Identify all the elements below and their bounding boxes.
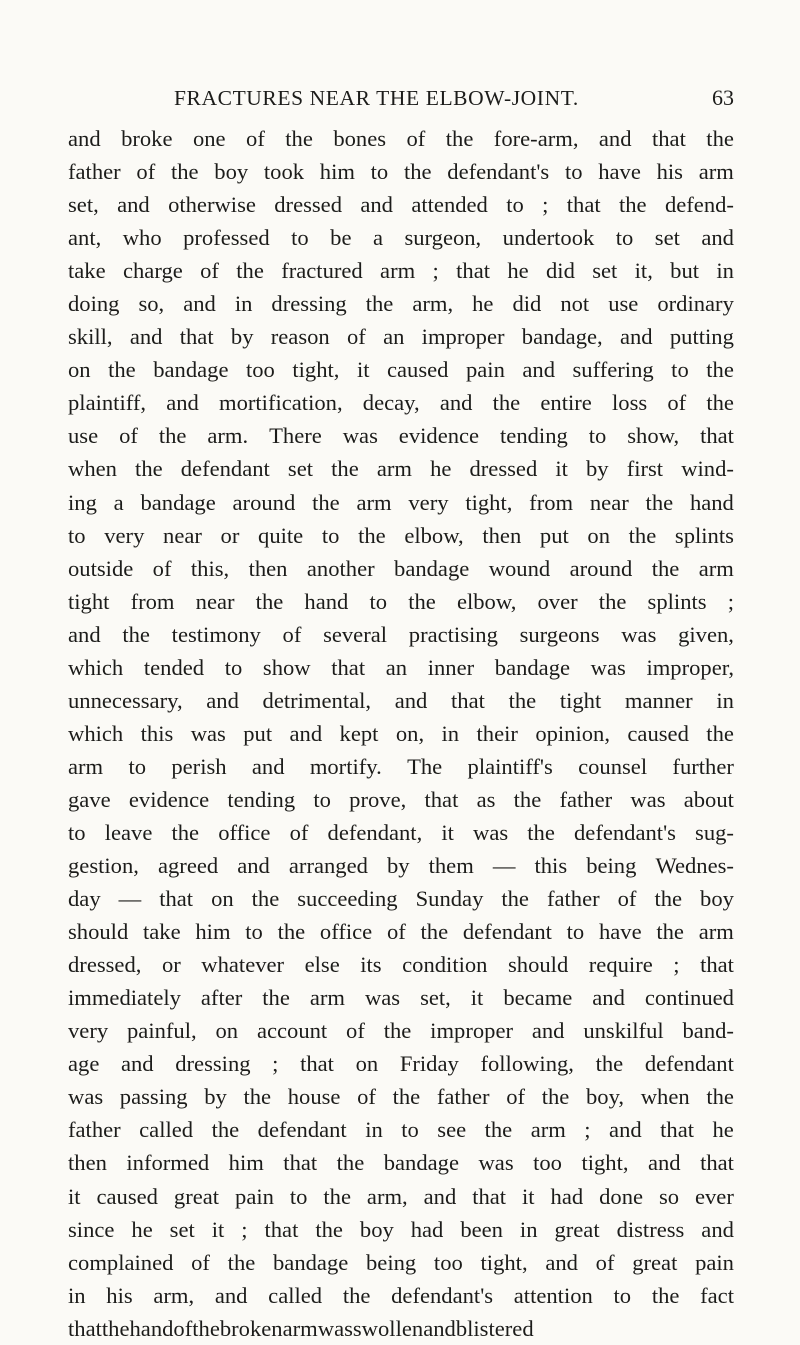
text-line: complained of the bandage being too tight, and of great pain bbox=[68, 1249, 734, 1275]
text-line: which this was put and kept on, in their opinion, caused the bbox=[68, 720, 734, 746]
text-line: arm to perish and mortify. The plaintiff's counsel further bbox=[68, 753, 734, 779]
body-text bbox=[68, 122, 734, 1345]
text-line: tight from near the hand to the elbow, over the splints ; bbox=[68, 588, 734, 614]
text-line: father called the defendant in to see the arm ; and that he bbox=[68, 1117, 734, 1143]
text-line: plaintiff, and mortification, decay, and the entire loss of the bbox=[68, 390, 734, 416]
text-line: in his arm, and called the defendant's attention to the fact bbox=[68, 1282, 734, 1308]
text-line: then informed him that the bandage was too tight, and that bbox=[68, 1150, 734, 1176]
text-line: that the hand of the broken arm was swollen and blistered bbox=[68, 1315, 534, 1341]
text-line: immediately after the arm was set, it became and continued bbox=[68, 985, 734, 1011]
text-line: ant, who professed to be a surgeon, undertook to set and bbox=[68, 225, 734, 251]
text-line: gave evidence tending to prove, that as the father was about bbox=[68, 786, 734, 812]
text-line: father of the boy took him to the defendant's to have his arm bbox=[68, 159, 734, 185]
text-line: unnecessary, and detrimental, and that the tight manner in bbox=[68, 687, 734, 713]
text-line: take charge of the fractured arm ; that he did set it, but in bbox=[68, 258, 734, 284]
text-line: set, and otherwise dressed and attended to ; that the defend- bbox=[68, 192, 734, 218]
text-line: it caused great pain to the arm, and that it had done so ever bbox=[68, 1183, 734, 1209]
text-line: to very near or quite to the elbow, then put on the splints bbox=[68, 522, 734, 548]
running-head bbox=[68, 84, 734, 112]
text-line: gestion, agreed and arranged by them — this being Wednes- bbox=[68, 853, 734, 879]
text-line: when the defendant set the arm he dressed it by first wind- bbox=[68, 456, 734, 482]
text-line: was passing by the house of the father of the boy, when the bbox=[68, 1084, 734, 1110]
text-line: use of the arm. There was evidence tending to show, that bbox=[68, 423, 734, 449]
text-line: outside of this, then another bandage wound around the arm bbox=[68, 555, 734, 581]
text-line: ing a bandage around the arm very tight, from near the hand bbox=[68, 489, 734, 515]
page-number: 63 bbox=[712, 85, 734, 110]
text-line: age and dressing ; that on Friday following, the defendant bbox=[68, 1051, 734, 1077]
text-line: which tended to show that an inner bandage was improper, bbox=[68, 654, 734, 680]
text-line: very painful, on account of the improper and unskilful band- bbox=[68, 1018, 734, 1044]
text-line: since he set it ; that the boy had been in great distress and bbox=[68, 1216, 734, 1242]
text-line: should take him to the office of the defendant to have the arm bbox=[68, 919, 734, 945]
text-line: to leave the office of defendant, it was the defendant's sug- bbox=[68, 819, 734, 845]
running-title: FRACTURES NEAR THE ELBOW-JOINT. bbox=[174, 86, 579, 110]
text-line: on the bandage too tight, it caused pain and suffering to the bbox=[68, 357, 734, 383]
text-line: and broke one of the bones of the fore-arm, and that the bbox=[68, 126, 734, 151]
text-line: doing so, and in dressing the arm, he did not use ordinary bbox=[68, 291, 734, 317]
text-line: day — that on the succeeding Sunday the father of the boy bbox=[68, 886, 734, 912]
text-line: skill, and that by reason of an improper bandage, and putting bbox=[68, 324, 734, 350]
text-line: and the testimony of several practising surgeons was given, bbox=[68, 621, 734, 647]
text-line: dressed, or whatever else its condition should require ; that bbox=[68, 952, 734, 978]
